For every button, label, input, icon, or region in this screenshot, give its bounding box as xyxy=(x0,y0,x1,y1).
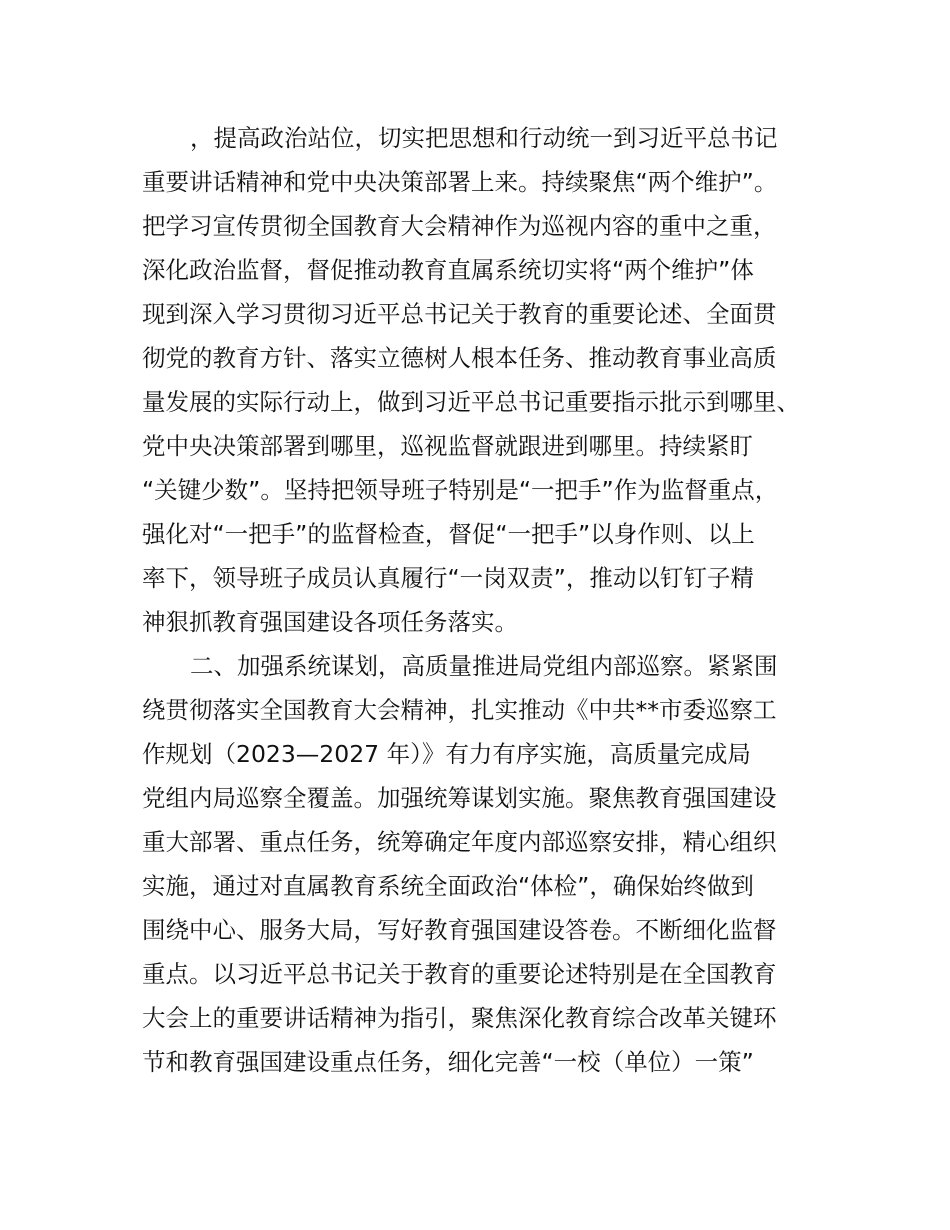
text-line: “关键少数”。坚持把领导班子特别是“一把手”作为监督重点， xyxy=(142,476,779,504)
text-line: 重大部署、重点任务，统筹确定年度内部巡察安排，精心组织 xyxy=(142,828,777,856)
text-line: 重点。以习近平总书记关于教育的重要论述特别是在全国教育 xyxy=(142,960,777,988)
text-line: 党组内局巡察全覆盖。加强统筹谋划实施。聚焦教育强国建设 xyxy=(142,784,777,812)
text-line: 强化对“一把手”的监督检查，督促“一把手”以身作则、以上 xyxy=(142,520,755,548)
text-line: 大会上的重要讲话精神为指引，聚焦深化教育综合改革关键环 xyxy=(142,1004,777,1032)
text-line: 二、加强系统谋划，高质量推进局党组内部巡察。紧紧围 xyxy=(190,652,778,680)
text-line: 作规划（2023—2027 年）》有力有序实施，高质量完成局 xyxy=(142,740,751,768)
text-line: 现到深入学习贯彻习近平总书记关于教育的重要论述、全面贯 xyxy=(142,300,777,328)
text-line: 重要讲话精神和党中央决策部署上来。持续聚焦“两个维护”。 xyxy=(142,168,778,196)
text-line: ，提高政治站位，切实把思想和行动统一到习近平总书记 xyxy=(190,124,778,152)
text-line: 深化政治监督，督促推动教育直属系统切实将“两个维护”体 xyxy=(142,256,754,284)
text-line: 彻党的教育方针、落实立德树人根本任务、推动教育事业高质 xyxy=(142,344,777,372)
text-line: 把学习宣传贯彻全国教育大会精神作为巡视内容的重中之重， xyxy=(142,212,777,240)
text-line: 绕贯彻落实全国教育大会精神，扎实推动《中共**市委巡察工 xyxy=(142,696,777,724)
text-line: 神狠抓教育强国建设各项任务落实。 xyxy=(142,608,518,636)
text-line: 节和教育强国建设重点任务，细化完善“一校（单位）一策” xyxy=(142,1048,754,1076)
text-line: 量发展的实际行动上，做到习近平总书记重要指示批示到哪里、 xyxy=(142,388,800,416)
text-line: 党中央决策部署到哪里，巡视监督就跟进到哪里。持续紧盯 xyxy=(142,432,753,460)
text-line: 率下，领导班子成员认真履行“一岗双责”，推动以钉钉子精 xyxy=(142,564,754,592)
text-line: 围绕中心、服务大局，写好教育强国建设答卷。不断细化监督 xyxy=(142,916,777,944)
text-line: 实施，通过对直属教育系统全面政治“体检”，确保始终做到 xyxy=(142,872,754,900)
